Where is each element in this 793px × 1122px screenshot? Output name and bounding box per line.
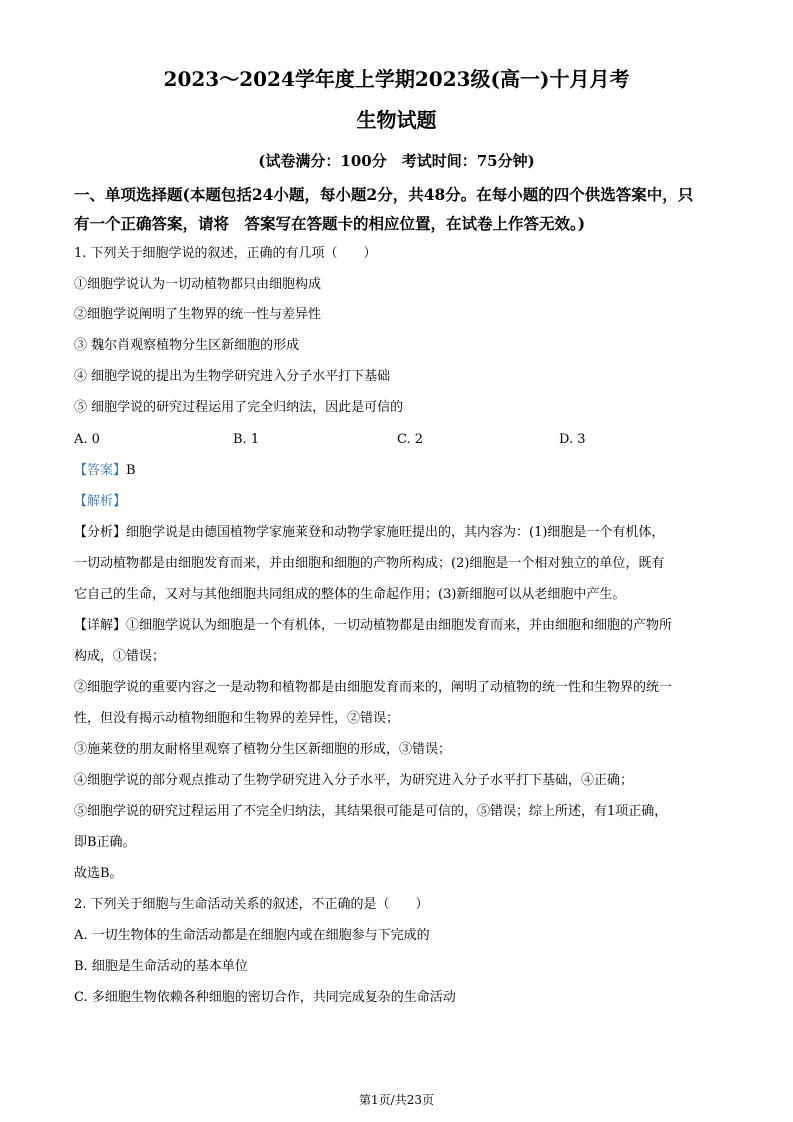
explanation-line-1: 【分析】细胞学说是由德国植物学家施莱登和动物学家施旺提出的，其内容为：(1)细胞是一个有机体，: [74, 525, 665, 540]
explanation-line-11: 即B正确。: [74, 835, 136, 850]
explanation-line-12: 故选B。: [74, 866, 123, 881]
question-1-option-a: A. 0: [74, 432, 100, 447]
exam-info: (试卷满分：100分 考试时间：75分钟): [258, 152, 535, 170]
explanation-line-8: ③施莱登的朋友耐格里观察了植物分生区新细胞的形成，③错误；: [74, 742, 452, 757]
subject-title: 生物试题: [356, 108, 437, 132]
question-2-option-a: A. 一切生物体的生命活动都是在细胞内或在细胞参与下完成的: [74, 928, 430, 943]
explanation-line-4: 【详解】①细胞学说认为细胞是一个有机体，一切动植物都是由细胞发育而来，并由细胞和细胞的产物所: [74, 618, 673, 633]
question-1-option-c: C. 2: [397, 432, 424, 447]
question-1-item-5: ⑤ 细胞学说的研究过程运用了完全归纳法，因此是可信的: [74, 400, 404, 415]
question-1-stem: 1. 下列关于细胞学说的叙述，正确的有几项（ ）: [74, 246, 377, 261]
explanation-line-10: ⑤细胞学说的研究过程运用了不完全归纳法，其结果很可能是可信的，⑤错误；综上所述，有1项正确，: [74, 804, 668, 819]
answer-value: B: [126, 463, 136, 478]
question-2-option-b: B. 细胞是生命活动的基本单位: [74, 959, 248, 974]
explanation-line-3: 它自己的生命，又对与其他细胞共同组成的整体的生命起作用；(3)新细胞可以从老细胞中产生。: [74, 587, 626, 602]
question-1-option-b: B. 1: [233, 432, 260, 447]
explanation-line-2: 一切动植物都是由细胞发育而来，并由细胞和细胞的产物所构成；(2)细胞是一个相对独立的单位，既有: [74, 556, 665, 571]
explanation-line-5: 构成，①错误；: [74, 649, 166, 664]
answer-line: [74, 462, 136, 480]
page-number: 第1页/共23页: [359, 1093, 434, 1107]
answer-label: 【答案】: [74, 463, 127, 478]
exam-title: 2023～2024学年度上学期2023级(高一)十月月考: [163, 67, 630, 91]
question-1-option-d: D. 3: [559, 432, 586, 447]
analysis-label: 【解析】: [74, 494, 127, 509]
section-heading-line2: 有一个正确答案，请将 答案写在答题卡的相应位置，在试卷上作答无效。): [74, 214, 586, 233]
explanation-line-7: 性，但没有揭示动植物细胞和生物界的差异性，②错误；: [74, 711, 400, 726]
explanation-line-6: ②细胞学说的重要内容之一是动物和植物都是由细胞发育而来的，阐明了动植物的统一性和生物界的统一: [74, 680, 673, 695]
question-1-item-2: ②细胞学说阐明了生物界的统一性与差异性: [74, 307, 322, 322]
question-2-stem: 2. 下列关于细胞与生命活动关系的叙述，不正确的是（ ）: [74, 897, 429, 912]
section-heading-line1: 一、单项选择题(本题包括24小题，每小题2分，共48分。在每小题的四个供选答案中，只: [74, 185, 694, 204]
question-2-option-c: C. 多细胞生物依赖各种细胞的密切合作，共同完成复杂的生命活动: [74, 990, 456, 1005]
question-1-item-4: ④ 细胞学说的提出为生物学研究进入分子水平打下基础: [74, 369, 391, 384]
explanation-line-9: ④细胞学说的部分观点推动了生物学研究进入分子水平，为研究进入分子水平打下基础，④正确；: [74, 773, 634, 788]
question-1-item-3: ③ 魏尔肖观察植物分生区新细胞的形成: [74, 338, 300, 353]
question-1-item-1: ①细胞学说认为一切动植物都只由细胞构成: [74, 277, 322, 292]
